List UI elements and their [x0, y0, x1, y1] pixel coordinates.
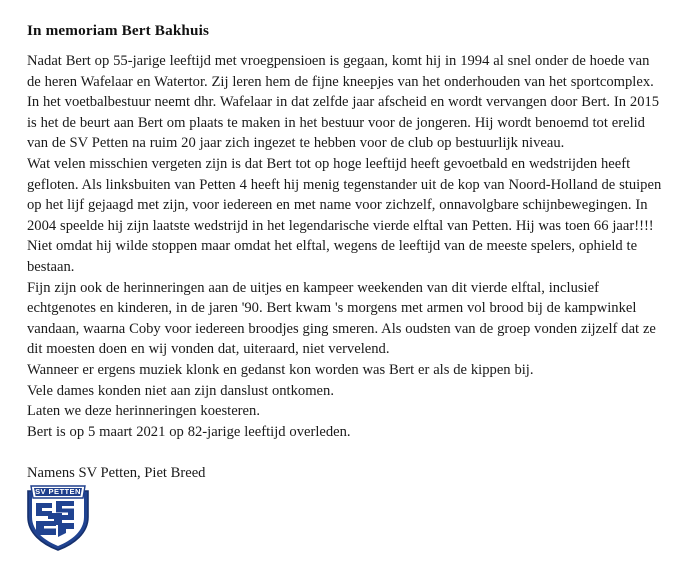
paragraph-5: Vele dames konden niet aan zijn danslust ontkomen. [27, 382, 334, 399]
paragraph-7: Bert is op 5 maart 2021 op 82-jarige leeftijd overleden. [27, 423, 351, 440]
paragraph-4: Wanneer er ergens muziek klonk en gedanst kon worden was Bert er als de kippen bij. [27, 361, 534, 378]
signature-line: Namens SV Petten, Piet Breed [27, 464, 206, 481]
sv-petten-logo [22, 477, 94, 553]
paragraph-6: Laten we deze herinneringen koesteren. [27, 403, 260, 420]
paragraph-spacer [27, 442, 667, 463]
club-crest-icon [22, 477, 94, 553]
paragraph-2: Wat velen misschien vergeten zijn is dat Bert tot op hoge leeftijd heeft gevoetbald en wedstrijden heeft gefloten. Als linksbuiten van Petten 4 heeft hij menig tegenstander uit de kop van Noord-Holland de stuipen op het lijf gejaagd met zijn, voor iedereen en met name voor zichzelf, onnavolgbare schijnbewegingen. In 2004 speelde hij zijn laatste wedstrijd in het legendarische vierde elftal van Petten. Hij was toen 66 jaar!!!! Niet omdat hij wilde stoppen maar omdat het elftal, wegens de leeftijd van de meeste spelers, ophield te bestaan. [27, 155, 662, 275]
banner-text: SV PETTEN [35, 487, 81, 497]
document-body [27, 51, 667, 483]
paragraph-3: Fijn zijn ook de herinneringen aan de uitjes en kampeer weekenden van dit vierde elftal, inclusief echtgenotes en kinderen, in de jaren '90. Bert kwam 's morgens met armen vol brood bij de kampwinkel vandaan, waarna Coby voor iedereen broodjes ging smeren. Als oudsten van de groep vonden zijzelf dat ze dit moesten doen en wij vonden dat, uiteraard, niet vervelend. [27, 279, 656, 358]
page-title: In memoriam Bert Bakhuis [27, 22, 210, 39]
paragraph-1: Nadat Bert op 55-jarige leeftijd met vroegpensioen is gegaan, komt hij in 1994 al snel onder de hoede van de heren Wafelaar en Watertor. Zij leren hem de fijne kneepjes van het onderhouden van het sportcomplex. In het voetbalbestuur neemt dhr. Wafelaar in dat zelfde jaar afscheid en wordt vervangen door Bert. In 2015 is het de beurt aan Bert om plaats te maken in het bestuur voor de jongeren. Hij wordt benoemd tot erelid van de SV Petten na ruim 20 jaar zich ingezet te hebben voor de club op bestuurlijk niveau. [27, 53, 660, 152]
